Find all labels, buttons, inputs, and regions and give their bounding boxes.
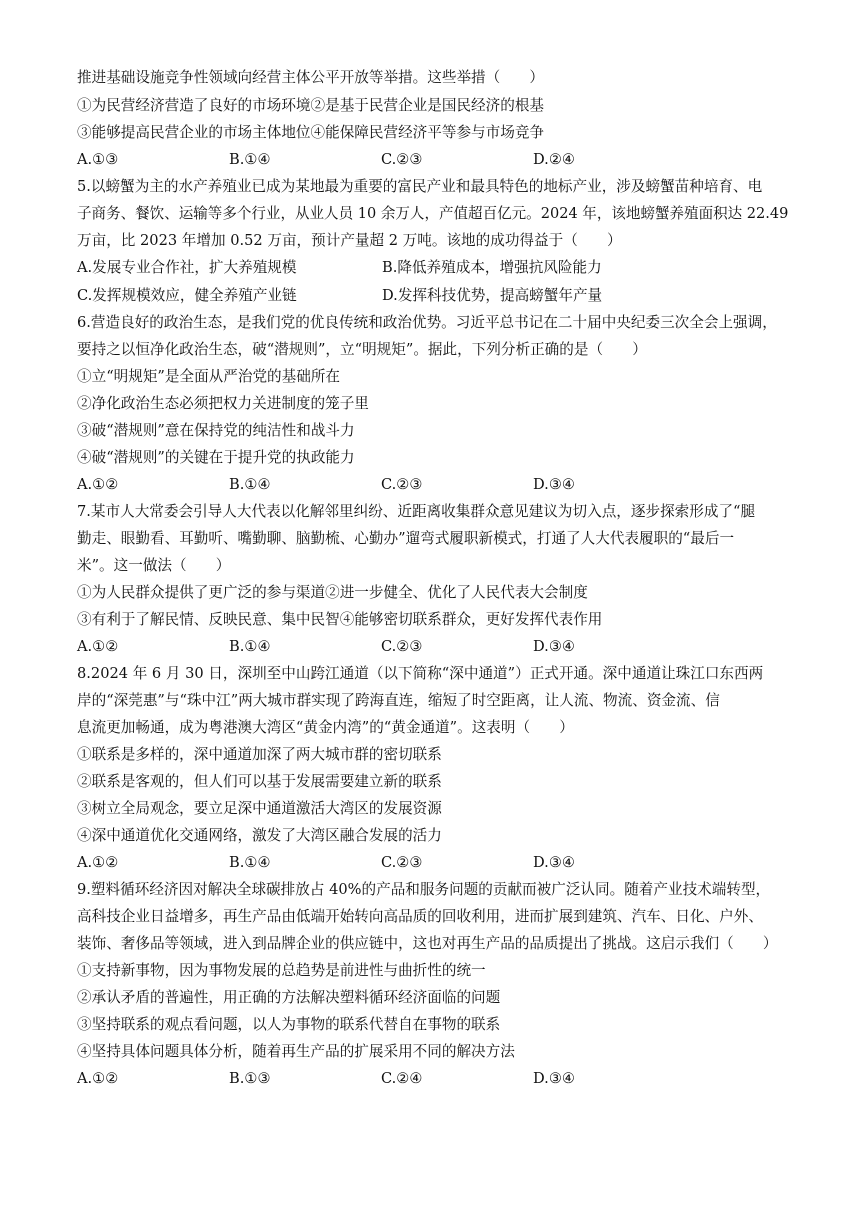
q4-options: [77, 150, 777, 170]
q5-stem-line: 子商务、餐饮、运输等多个行业，从业人员 10 余万人，产值超百亿元。2024 年，该地螃蟹养殖面积达 22.49: [77, 205, 789, 222]
q8-statement-line: ①联系是多样的，深中通道加深了两大城市群的密切联系: [77, 746, 442, 763]
q9-stem-line: 装饰、奢侈品等领域，进入到品牌企业的供应链中，这也对再生产品的品质提出了挑战。这启示我们（ ）: [77, 935, 778, 952]
q8-statement-line: ②联系是客观的，但人们可以基于发展需要建立新的联系: [77, 773, 442, 790]
q6-stem-line: 6.营造良好的政治生态，是我们党的优良传统和政治优势。习近平总书记在二十届中央纪委三次全会上强调，: [77, 314, 777, 331]
q4-statement-line: ③能够提高民营企业的市场主体地位④能保障民营经济平等参与市场竞争: [77, 124, 545, 141]
q8-stem-line: 息流更加畅通，成为粤港澳大湾区“黄金内湾”的“黄金通道”。这表明（ ）: [77, 719, 574, 736]
q4-statement-line: ①为民营经济营造了良好的市场环境②是基于民营企业是国民经济的根基: [77, 97, 545, 114]
q8-statement-line: ③树立全局观念，要立足深中通道激活大湾区的发展资源: [77, 800, 442, 817]
q6-statement-line: ④破“潜规则”的关键在于提升党的执政能力: [77, 449, 355, 466]
q8-option-c[interactable]: C.②③: [381, 854, 423, 871]
q4-option-b[interactable]: B.①④: [229, 151, 271, 168]
q6-statement-line: ③破“潜规则”意在保持党的纯洁性和战斗力: [77, 422, 355, 439]
q5-option-c[interactable]: C.发挥规模效应，健全养殖产业链: [77, 287, 297, 304]
q7-option-c[interactable]: C.②③: [381, 638, 423, 655]
q7-stem-line: 勤走、眼勤看、耳勤听、嘴勤聊、脑勤梳、心勤办”遛弯式履职新模式，打通了人大代表履职的“最后一: [77, 530, 735, 547]
q9-statement-line: ①支持新事物，因为事物发展的总趋势是前进性与曲折性的统一: [77, 962, 486, 979]
q9-option-d[interactable]: D.③④: [533, 1070, 575, 1087]
q5-stem-line: 5.以螃蟹为主的水产养殖业已成为某地最为重要的富民产业和最具特色的地标产业，涉及螃蟹苗种培育、电: [77, 178, 763, 195]
q6-options: [77, 475, 777, 495]
q9-statement-line: ④坚持具体问题具体分析，随着再生产品的扩展采用不同的解决方法: [77, 1043, 515, 1060]
q7-stem-line: 米”。这一做法（ ）: [77, 557, 231, 574]
q9-statement-line: ②承认矛盾的普遍性，用正确的方法解决塑料循环经济面临的问题: [77, 989, 501, 1006]
q9-stem-line: 9.塑料循环经济因对解决全球碳排放占 40%的产品和服务问题的贡献而被广泛认同。随着产业技术端转型，: [77, 881, 771, 898]
q7-option-b[interactable]: B.①④: [229, 638, 271, 655]
q6-option-c[interactable]: C.②③: [381, 476, 423, 493]
q8-option-d[interactable]: D.③④: [533, 854, 575, 871]
q7-stem-line: 7.某市人大常委会引导人大代表以化解邻里纠纷、近距离收集群众意见建议为切入点，逐步探索形成了“腿: [77, 503, 756, 520]
q9-option-b[interactable]: B.①③: [229, 1070, 271, 1087]
q5-options-row-1: [77, 258, 777, 278]
q6-statement-line: ②净化政治生态必须把权力关进制度的笼子里: [77, 395, 369, 412]
q6-stem-line: 要持之以恒净化政治生态，破“潜规则”，立“明规矩”。据此，下列分析正确的是（ ）: [77, 341, 647, 358]
q8-options: [77, 853, 777, 873]
q5-option-b[interactable]: B.降低养殖成本，增强抗风险能力: [382, 259, 602, 276]
q8-stem-line: 岸的“深莞惠”与“珠中江”两大城市群实现了跨海直连，缩短了时空距离，让人流、物流、资金流、信: [77, 692, 720, 709]
q4-stem-line: 推进基础设施竞争性领域向经营主体公平开放等举措。这些举措（ ）: [77, 69, 545, 86]
q9-option-c[interactable]: C.②④: [381, 1070, 423, 1087]
q8-statement-line: ④深中通道优化交通网络，激发了大湾区融合发展的活力: [77, 827, 442, 844]
q6-option-b[interactable]: B.①④: [229, 476, 271, 493]
q5-option-d[interactable]: D.发挥科技优势，提高螃蟹年产量: [382, 287, 603, 304]
q9-stem-line: 高科技企业日益增多，再生产品由低端开始转向高品质的回收利用，进而扩展到建筑、汽车、日化、户外、: [77, 908, 763, 925]
q9-options: [77, 1069, 777, 1089]
q5-stem-line: 万亩，比 2023 年增加 0.52 万亩，预计产量超 2 万吨。该地的成功得益于（ ）: [77, 232, 622, 249]
q7-option-a[interactable]: A.①②: [77, 638, 119, 655]
q4-option-c[interactable]: C.②③: [381, 151, 423, 168]
q8-stem-line: 8.2024 年 6 月 30 日，深圳至中山跨江通道（以下简称“深中通道”）正式开通。深中通道让珠江口东西两: [77, 665, 764, 682]
q7-option-d[interactable]: D.③④: [533, 638, 575, 655]
q8-option-b[interactable]: B.①④: [229, 854, 271, 871]
q5-options-row-2: [77, 286, 777, 306]
q9-option-a[interactable]: A.①②: [77, 1070, 119, 1087]
q4-option-a[interactable]: A.①③: [77, 151, 119, 168]
q7-statement-line: ①为人民群众提供了更广泛的参与渠道②进一步健全、优化了人民代表大会制度: [77, 584, 588, 601]
q7-statement-line: ③有利于了解民情、反映民意、集中民智④能够密切联系群众，更好发挥代表作用: [77, 611, 603, 628]
q4-option-d[interactable]: D.②④: [533, 151, 575, 168]
q7-options: [77, 637, 777, 657]
q6-option-d[interactable]: D.③④: [533, 476, 575, 493]
q9-statement-line: ③坚持联系的观点看问题，以人为事物的联系代替自在事物的联系: [77, 1016, 501, 1033]
q6-statement-line: ①立“明规矩”是全面从严治党的基础所在: [77, 368, 341, 385]
q5-option-a[interactable]: A.发展专业合作社，扩大养殖规模: [77, 259, 297, 276]
q6-option-a[interactable]: A.①②: [77, 476, 119, 493]
q8-option-a[interactable]: A.①②: [77, 854, 119, 871]
